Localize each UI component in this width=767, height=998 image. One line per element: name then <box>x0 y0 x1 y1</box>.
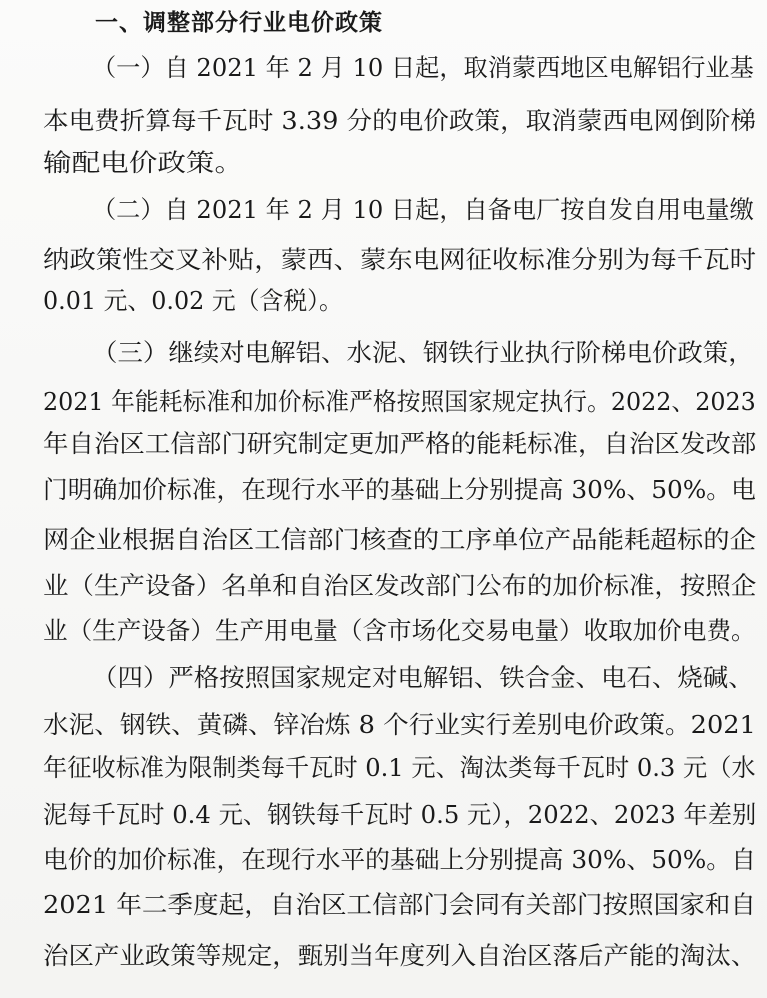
text-line-9: 年自治区工信部门研究制定更加严格的能耗标准，自治区发改部 <box>43 429 757 458</box>
text-line-20: 治区产业政策等规定，甄别当年度列入自治区落后产能的淘汰、 <box>43 941 757 970</box>
text-line-4: （二）自 2021 年 2 月 10 日起，自备电厂按自发自用电量缴 <box>92 195 754 224</box>
text-line-7: （三）继续对电解铝、水泥、钢铁行业执行阶梯电价政策， <box>92 338 754 367</box>
text-line-12: 业（生产设备）名单和自治区发改部门公布的加价标准，按照企 <box>43 571 757 600</box>
text-line-14: （四）严格按照国家规定对电解铝、铁合金、电石、烧碱、 <box>92 663 754 692</box>
text-line-13: 业（生产设备）生产用电量（含市场化交易电量）收取加价电费。 <box>43 616 756 645</box>
section-heading: 一、调整部分行业电价政策 <box>95 10 383 36</box>
text-line-16: 年征收标准为限制类每千瓦时 0.1 元、淘汰类每千瓦时 0.3 元（水 <box>43 753 756 782</box>
text-line-1: （一）自 2021 年 2 月 10 日起，取消蒙西地区电解铝行业基 <box>92 53 754 82</box>
text-line-3: 输配电价政策。 <box>43 148 244 177</box>
text-line-5: 纳政策性交叉补贴，蒙西、蒙东电网征收标准分别为每千瓦时 <box>43 245 757 274</box>
text-line-8: 2021 年能耗标准和加价标准严格按照国家规定执行。2022、2023 <box>43 387 756 416</box>
text-line-15: 水泥、钢铁、黄磷、锌冶炼 8 个行业实行差别电价政策。2021 <box>43 710 756 739</box>
text-line-11: 网企业根据自治区工信部门核查的工序单位产品能耗超标的企 <box>43 525 757 554</box>
text-line-18: 电价的加价标准，在现行水平的基础上分别提高 30%、50%。自 <box>43 845 756 874</box>
text-line-2: 本电费折算每千瓦时 3.39 分的电价政策，取消蒙西电网倒阶梯 <box>43 106 756 135</box>
text-line-10: 门明确加价标准，在现行水平的基础上分别提高 30%、50%。电 <box>43 475 756 504</box>
text-line-6: 0.01 元、0.02 元（含税）。 <box>43 286 343 315</box>
text-line-17: 泥每千瓦时 0.4 元、钢铁每千瓦时 0.5 元），2022、2023 年差别 <box>43 800 757 829</box>
text-line-19: 2021 年二季度起，自治区工信部门会同有关部门按照国家和自 <box>43 890 756 919</box>
